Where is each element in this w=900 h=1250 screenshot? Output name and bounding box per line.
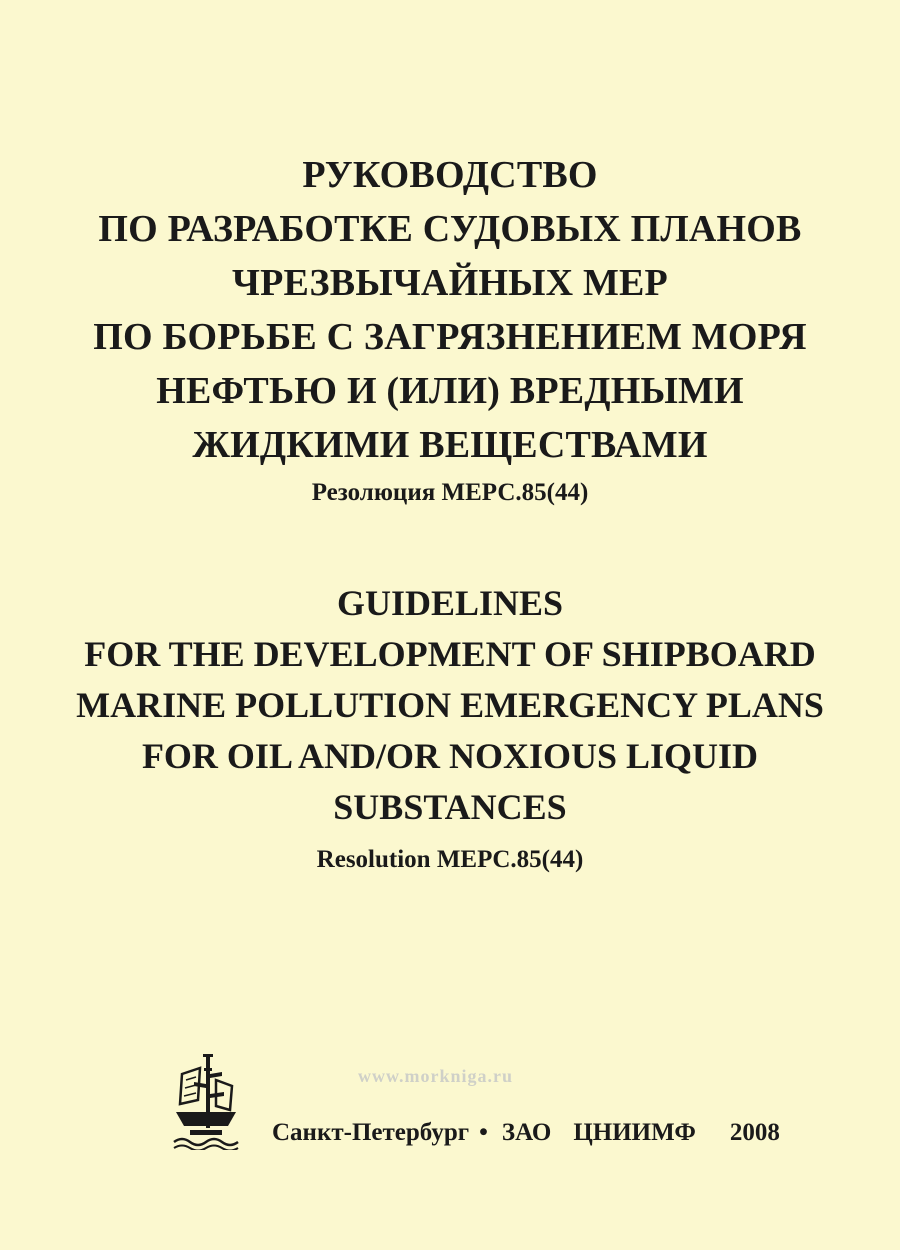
imprint-year: 2008 — [729, 1119, 780, 1146]
russian-title-line: ЧРЕЗВЫЧАЙНЫХ МЕР — [232, 262, 668, 304]
english-resolution: Resolution MEPC.85(44) — [316, 846, 584, 873]
english-title-line: MARINE POLLUTION EMERGENCY PLANS — [76, 685, 824, 725]
russian-title-line: НЕФТЬЮ И (ИЛИ) ВРЕДНЫМИ — [156, 370, 744, 412]
publisher-imprint — [272, 1118, 780, 1148]
russian-title — [0, 148, 900, 472]
english-title-line: SUBSTANCES — [333, 787, 567, 827]
english-title-line: FOR THE DEVELOPMENT OF SHIPBOARD — [84, 634, 816, 674]
english-title — [0, 578, 900, 833]
russian-title-line: ПО РАЗРАБОТКЕ СУДОВЫХ ПЛАНОВ — [98, 208, 802, 250]
imprint-separator: • — [479, 1119, 488, 1146]
imprint-publisher-prefix: ЗАО — [501, 1119, 552, 1146]
imprint-city: Санкт-Петербург — [272, 1119, 470, 1146]
russian-title-line: РУКОВОДСТВО — [302, 154, 598, 196]
ship-sculpture-logo-icon — [172, 1050, 240, 1150]
imprint-publisher-name: ЦНИИМФ — [573, 1119, 696, 1146]
russian-title-line: ЖИДКИМИ ВЕЩЕСТВАМИ — [192, 424, 708, 466]
watermark: www.morkniga.ru — [358, 1066, 514, 1086]
english-title-line: GUIDELINES — [336, 583, 564, 623]
russian-title-line: ПО БОРЬБЕ С ЗАГРЯЗНЕНИЕМ МОРЯ — [93, 316, 807, 358]
russian-resolution: Резолюция МЕРС.85(44) — [311, 479, 589, 506]
english-title-line: FOR OIL AND/OR NOXIOUS LIQUID — [141, 736, 759, 776]
